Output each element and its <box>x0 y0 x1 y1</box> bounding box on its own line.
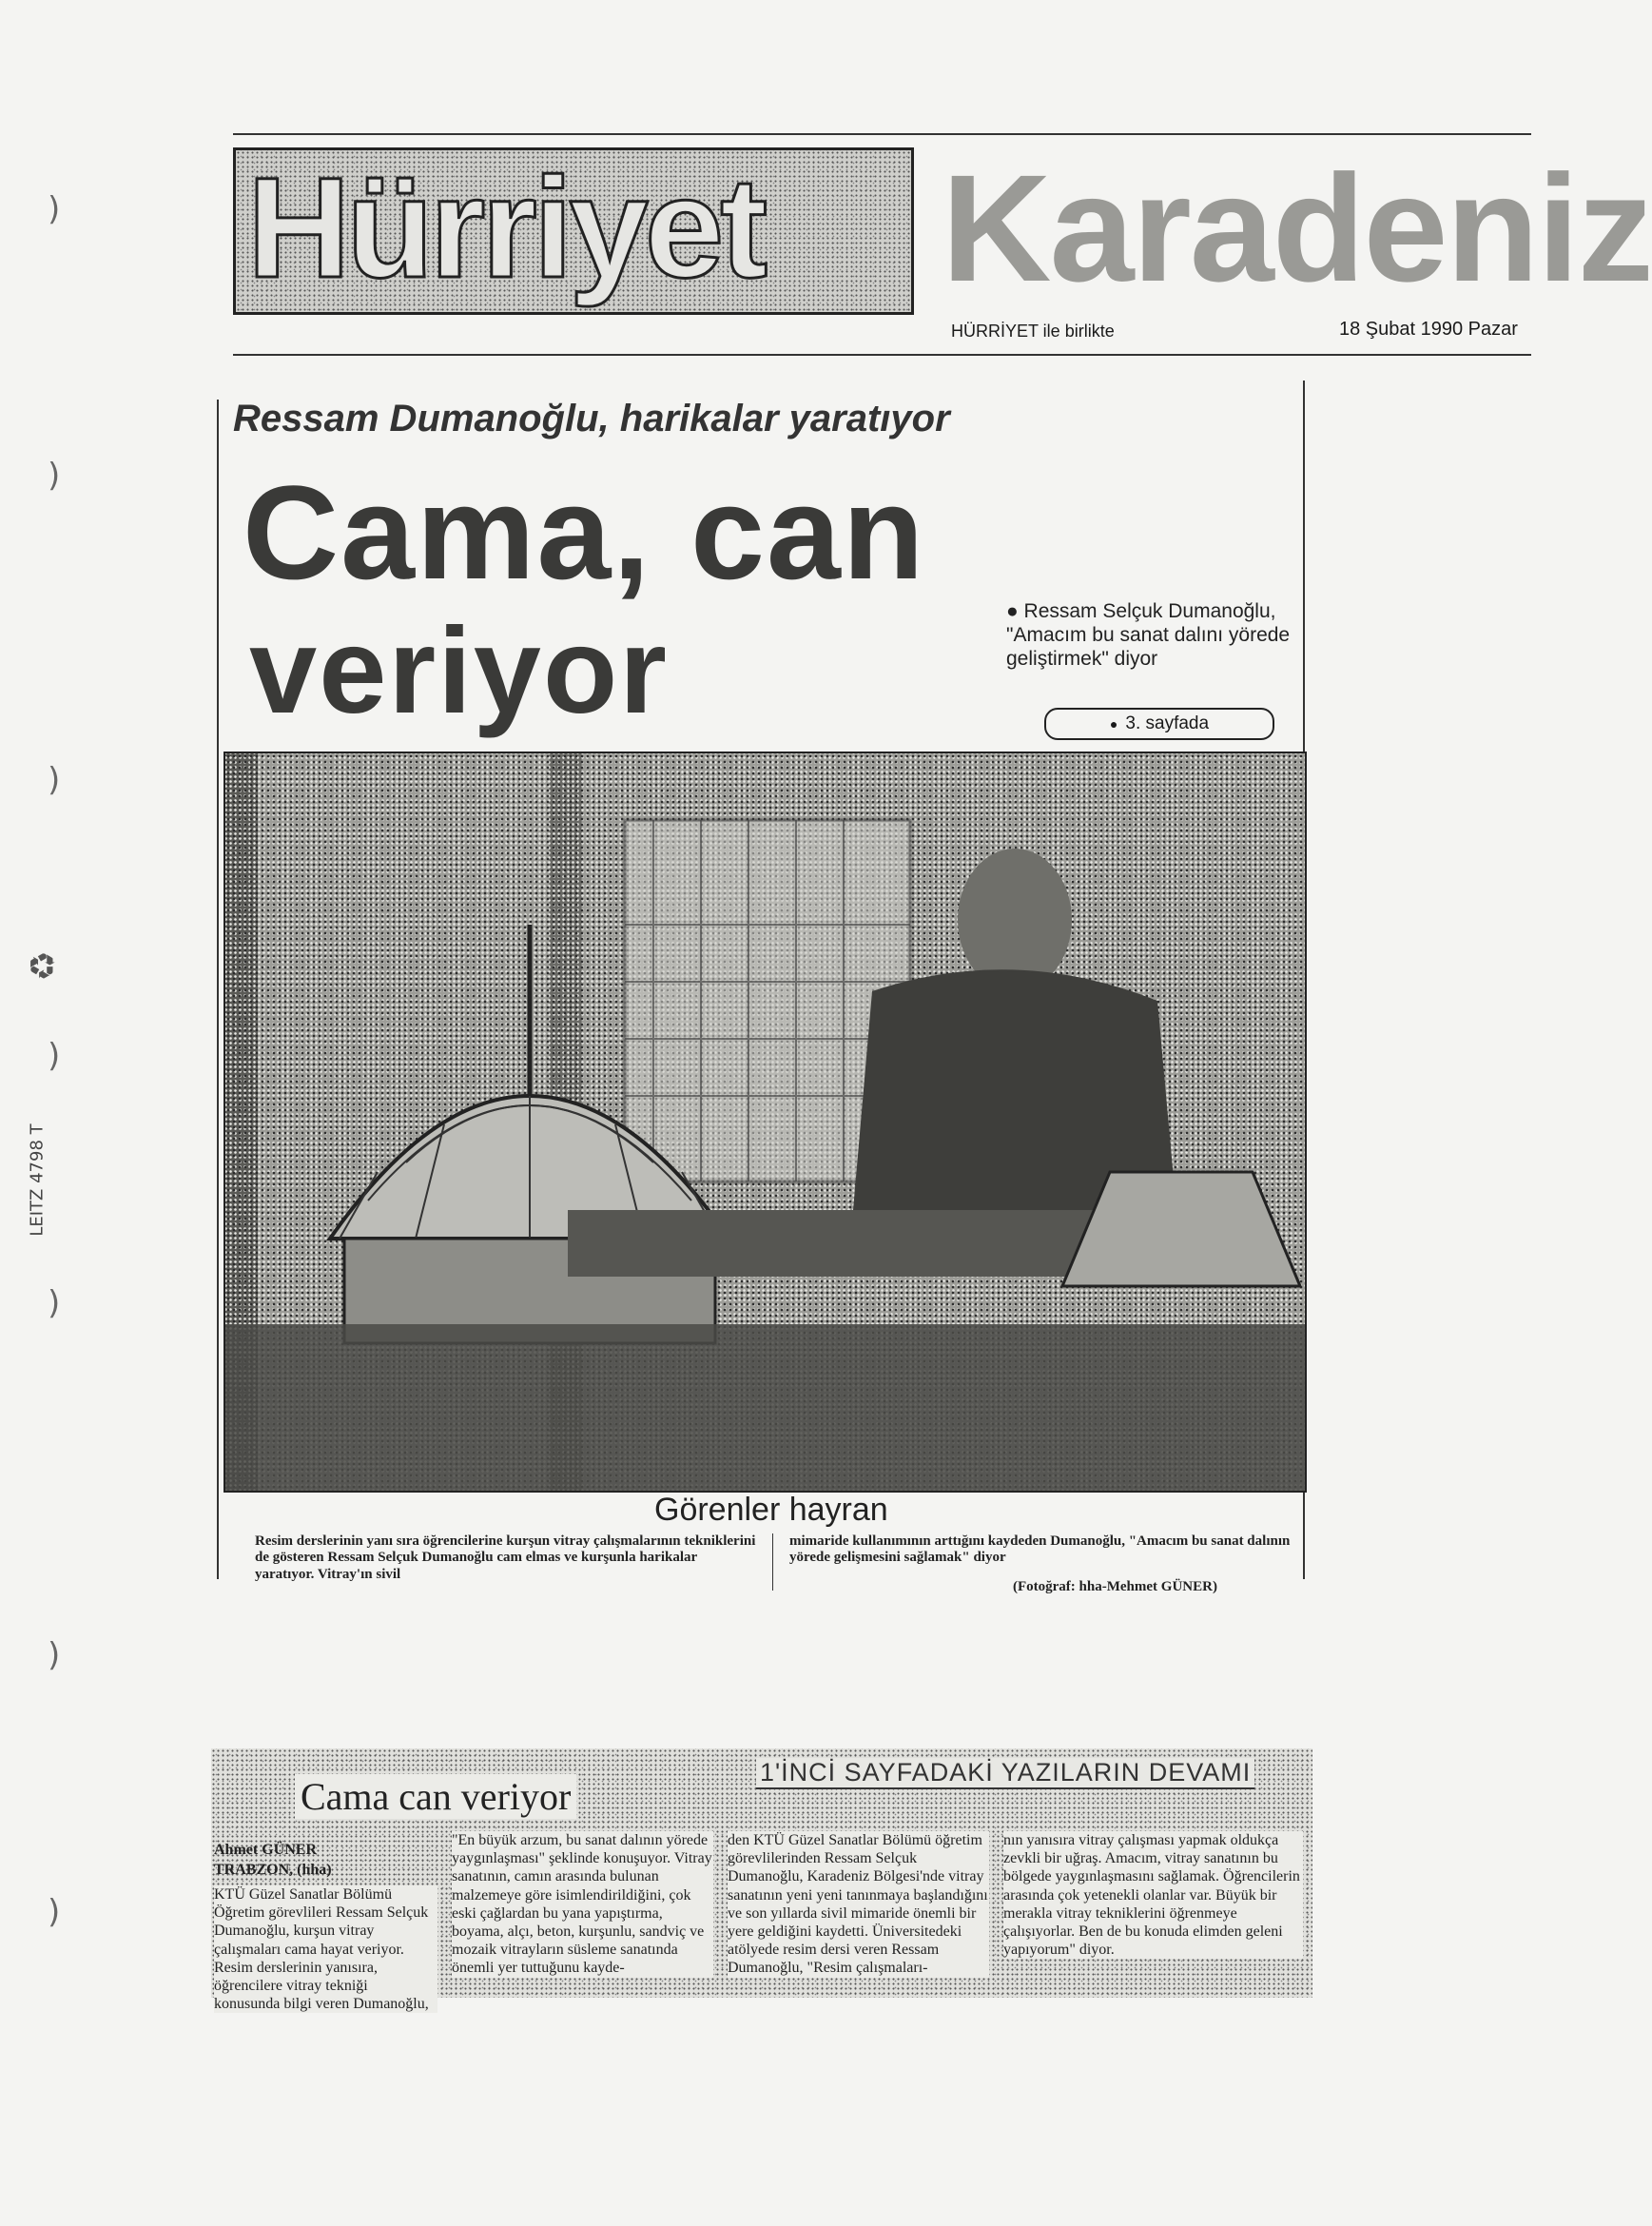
binder-hole-mark: ) <box>48 1037 61 1075</box>
caption-divider <box>772 1533 773 1591</box>
binder-hole-mark: ) <box>48 761 61 799</box>
binder-hole-mark: ) <box>48 457 61 495</box>
photo-caption-right: mimaride kullanımının arttığını kaydeden Dumanoğlu, "Amacım bu sanat dalının yörede gelişmesini sağlamak" diyor <box>789 1533 1291 1566</box>
page-reference-text: 3. sayfada <box>1125 713 1210 733</box>
photo-caption-title: Görenler hayran <box>654 1492 888 1528</box>
masthead-sub: HÜRRİYET ile birlikte <box>951 322 1115 341</box>
binder-hole-mark: ) <box>48 1636 61 1674</box>
article-deck <box>1006 599 1292 672</box>
masthead-hurriyet: Hürriyet <box>247 147 765 307</box>
article-headline-2: veriyor <box>249 603 669 739</box>
continuation-column-1: KTÜ Güzel Sanatlar Bölümü Öğretim görevlileri Ressam Selçuk Dumanoğlu, kurşun vitray çalışmaları cama hayat veriyor. Resim derslerinin yanısıra, öğrencilere vitray tekniği konusunda bilgi veren Dumanoğlu, <box>214 1885 437 2013</box>
binder-hole-mark: ) <box>48 1893 61 1931</box>
masthead-karadeniz: Karadeniz <box>942 143 1652 313</box>
masthead-rule <box>233 354 1531 356</box>
article-left-rule <box>217 400 219 1579</box>
page-reference-pill <box>1044 708 1274 740</box>
article-photo <box>224 752 1307 1493</box>
article-headline-1: Cama, can <box>243 458 926 607</box>
article-deck-text: Ressam Selçuk Dumanoğlu, "Amacım bu sanat dalını yörede geliştirmek" diyor <box>1006 600 1291 671</box>
binder-hole-mark: ) <box>48 190 61 228</box>
continuation-byline-1: Ahmet GÜNER <box>214 1842 317 1858</box>
masthead-date: 18 Şubat 1990 Pazar <box>1339 319 1518 340</box>
bullet-icon: ● <box>1109 716 1118 732</box>
bullet-icon: ● <box>1006 600 1019 622</box>
continuation-title: Cama can veriyor <box>295 1774 576 1819</box>
top-rule <box>233 133 1531 135</box>
recycle-icon: ♻ <box>24 950 64 982</box>
article-kicker: Ressam Dumanoğlu, harikalar yaratıyor <box>233 398 950 439</box>
continuation-column-3: den KTÜ Güzel Sanatlar Bölümü öğretim görevlilerinden Ressam Selçuk Dumanoğlu, Karadeniz Bölgesi'nde vitray sanatının yeni yeni tanınmaya başlandığını ve son yıllarda sivil mimaride önemli bir yere geldiğini kaydetti. Üniversitedeki atölyede resim dersi veren Ressam Dumanoğlu, "Resim çalışmaları- <box>728 1832 988 1977</box>
masthead-logo-box <box>233 147 914 315</box>
continuation-column-2: "En büyük arzum, bu sanat dalının yörede yaygınlaşması" şeklinde konuşuyor. Vitray sanatının, camın arasında bulunan malzemeye göre isimlendirildiğini, çok eski çağlardan bu yana yapıştırma, boyama, alçı, beton, kurşunlu, sandviç ve mozaik vitrayların süsleme sanatında önemli yer tuttuğunu kayde- <box>452 1832 712 1977</box>
photo-credit: (Fotoğraf: hha-Mehmet GÜNER) <box>1013 1579 1217 1594</box>
photo-caption-left: Resim derslerinin yanı sıra öğrencilerine kurşun vitray çalışmalarının tekniklerini de gösteren Ressam Selçuk Dumanoğlu cam elmas ve kurşunla harikalar yaratıyor. Vitray'ın sivil <box>255 1533 756 1582</box>
leitz-stamp: LEITZ 4798 T <box>27 1123 48 1237</box>
continuation-banner: 1'İNCİ SAYFADAKİ YAZILARIN DEVAMI <box>756 1758 1254 1789</box>
photo-illustration <box>225 753 1305 1491</box>
binder-hole-mark: ) <box>48 1284 61 1322</box>
continuation-column-4: nın yanısıra vitray çalışması yapmak oldukça zevkli bir uğraş. Amacım, vitray sanatının bu bölgede yaygınlaşmasını sağlamak. Öğrencilerin arasında çok yetenekli olanlar var. Büyük bir merakla vitray tekniklerini öğrenmeye çalışıyorlar. Ben de bu konuda elimden geleni yapıyorum" diyor. <box>1003 1831 1303 1959</box>
continuation-byline-2: TRABZON, (hha) <box>214 1862 332 1878</box>
